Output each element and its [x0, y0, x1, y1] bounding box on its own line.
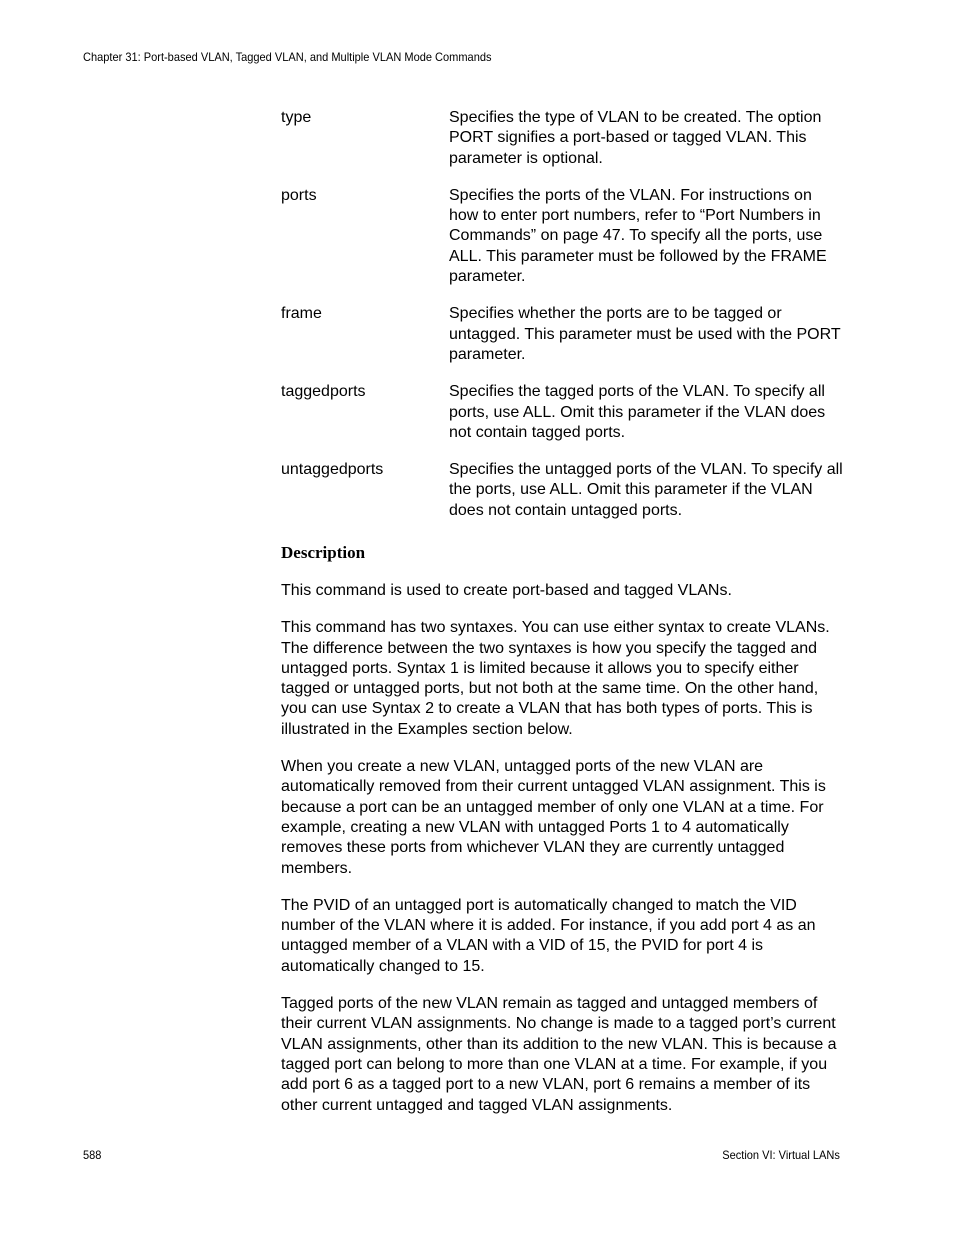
description-paragraph: When you create a new VLAN, untagged ports of the new VLAN are automatically removed from their current untagged VLAN assignment. This is because a port can be an untagged member of only one VLAN at a time. For example, creating a new VLAN with untagged Ports 1 to 4 automatically removes these ports from whichever VLAN they are currently untagged members. [281, 758, 826, 877]
description-paragraph: This command has two syntaxes. You can use either syntax to create VLANs. The difference between the two syntaxes is how you specify the tagged and untagged ports. Syntax 1 is limited because it allows you to specify either tagged or untagged ports, but not both at the same time. On the other hand, you can use Syntax 2 to create a VLAN that has both types of ports. This is illustrated in the Examples section below. [281, 619, 830, 738]
description-paragraph: The PVID of an untagged port is automatically changed to match the VID number of the VLAN where it is added. For instance, if you add port 4 as an untagged member of a VLAN with a VID of 15, the PVID for port 4 is automatically changed to 15. [281, 896, 816, 975]
parameter-name: ports [281, 186, 317, 204]
parameter-row [281, 186, 851, 287]
parameter-name: frame [281, 305, 322, 323]
parameter-row [281, 304, 851, 365]
description-paragraph: This command is used to create port-based and tagged VLANs. [281, 582, 732, 599]
running-header: Chapter 31: Port-based VLAN, Tagged VLAN, and Multiple VLAN Mode Commands [83, 50, 492, 64]
parameter-row [281, 108, 851, 169]
description-body [281, 581, 846, 1133]
parameter-description: Specifies whether the ports are to be tagged or untagged. This parameter must be used with the PORT parameter. [449, 305, 841, 363]
parameter-name: type [281, 109, 312, 126]
parameter-name: taggedports [281, 383, 366, 401]
description-paragraph: Tagged ports of the new VLAN remain as tagged and untagged members of their current VLAN assignments. No change is made to a tagged port’s current VLAN assignments, other than its addition to the new VLAN. This is because a tagged port can belong to more than one VLAN at a time. For example, if you add port 6 as a tagged port to a new VLAN, port 6 remains a member of its other current untagged and tagged VLAN assignments. [281, 995, 837, 1114]
parameter-description: Specifies the tagged ports of the VLAN. To specify all ports, use ALL. Omit this parameter if the VLAN does not contain tagged ports. [449, 383, 826, 441]
parameter-table [281, 108, 851, 538]
footer-section-title: Section VI: Virtual LANs [722, 1148, 840, 1162]
parameter-description: Specifies the ports of the VLAN. For instructions on how to enter port numbers, refer to “Port Numbers in Commands” on page 47. To specify all the ports, use ALL. This parameter must be followed by the FRAME parameter. [449, 186, 827, 286]
page-number: 588 [83, 1148, 102, 1162]
parameter-row [281, 382, 851, 443]
parameter-name: untaggedports [281, 461, 384, 479]
parameter-description: Specifies the type of VLAN to be created. The option PORT signifies a port-based or tagged VLAN. This parameter is optional. [449, 109, 822, 167]
description-heading: Description [281, 543, 366, 562]
parameter-row [281, 460, 851, 521]
parameter-description: Specifies the untagged ports of the VLAN. To specify all the ports, use ALL. Omit this parameter if the VLAN does not contain untagged ports. [449, 461, 843, 519]
